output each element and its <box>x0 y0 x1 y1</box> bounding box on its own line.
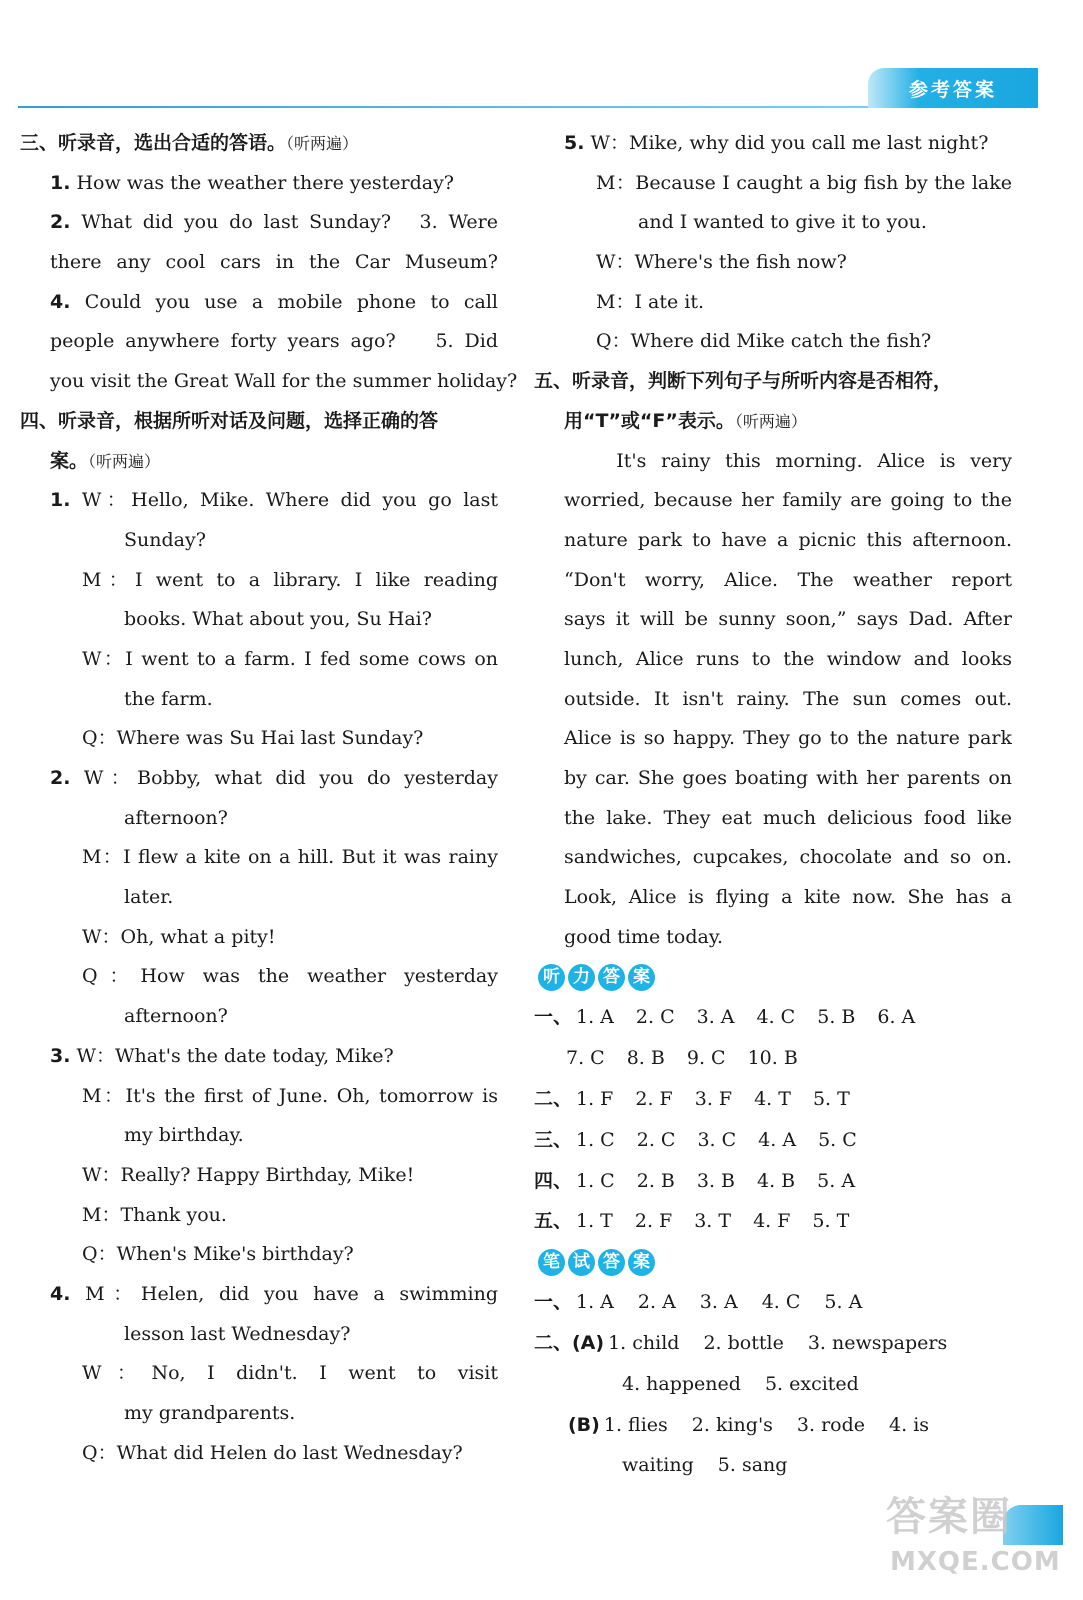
answer-cell: waiting <box>622 1454 694 1477</box>
text-line <box>534 283 1012 323</box>
answer-row <box>534 1038 1012 1079</box>
line-text: by car. She goes boating with her parents on <box>564 767 1012 789</box>
badge-char: 笔 <box>538 1249 565 1276</box>
answer-cell: 2. F <box>635 1088 673 1111</box>
heading-text: 三、听录音，选出合适的答语。 <box>20 132 287 154</box>
text-line <box>20 1196 498 1236</box>
text-line <box>20 1116 498 1156</box>
answer-prefix: 二、(A) <box>534 1332 605 1355</box>
line-text: It's rainy this morning. Alice is very <box>574 449 1012 472</box>
answer-cell: 5. sang <box>717 1454 788 1477</box>
text-line <box>20 1434 498 1474</box>
answer-cell: 1. T <box>576 1210 613 1233</box>
answer-cell: 3. F <box>694 1088 733 1111</box>
line-text: W：Mike, why did you call me last night? <box>584 132 989 154</box>
text-line <box>534 124 1012 164</box>
text-line <box>534 759 1012 799</box>
text-line <box>534 719 1012 759</box>
text-line <box>534 918 1012 958</box>
text-line <box>20 362 518 402</box>
text-line <box>534 600 1012 640</box>
line-text: you visit the Great Wall for the summer holiday? <box>50 370 518 393</box>
text-line <box>534 442 1012 482</box>
text-line <box>20 561 498 601</box>
answer-prefix: 四、 <box>534 1169 573 1192</box>
item-number: 4. <box>50 1282 71 1305</box>
item-number: 3. <box>50 1044 71 1067</box>
item-number: 2. <box>50 767 71 789</box>
heading-text: 五、听录音，判断下列句子与所听内容是否相符， <box>534 370 953 393</box>
text-line <box>20 322 498 362</box>
line-text: Q：When's Mike's birthday? <box>82 1243 354 1266</box>
watermark-url: MXQE.COM <box>890 1547 1061 1577</box>
answer-row <box>534 1364 1012 1405</box>
answer-row <box>534 1201 1012 1242</box>
answer-prefix: 一、 <box>534 1291 573 1314</box>
text-line <box>20 1037 498 1077</box>
answer-row <box>534 1161 1012 1202</box>
answer-cell: 5. A <box>824 1291 863 1314</box>
text-line <box>534 561 1012 601</box>
line-text: says it will be sunny soon,” says Dad. After <box>564 608 1012 631</box>
answer-cell: 3. T <box>694 1210 732 1233</box>
heading-text: 用“T”或“F”表示。 <box>564 409 735 432</box>
text-line <box>534 680 1012 720</box>
line-text: later. <box>124 886 174 909</box>
item-number: 1. <box>50 489 71 512</box>
answer-cell: 4. C <box>756 1006 796 1029</box>
answer-cell: 1. flies <box>603 1413 668 1436</box>
answer-prefix: (B) <box>568 1413 600 1436</box>
line-text: M：It's the first of June. Oh, tomorrow is <box>82 1084 498 1107</box>
badge-char: 案 <box>628 1249 655 1276</box>
text-line <box>534 481 1012 521</box>
watermark-logo: 答案圈 <box>886 1494 1012 1540</box>
answer-cell: 1. child <box>608 1332 680 1355</box>
line-text: Q：How was the weather yesterday <box>82 965 498 988</box>
line-text: there any cool cars in the Car Museum? <box>50 251 498 274</box>
listening-answers <box>534 997 1012 1242</box>
text-line <box>20 481 498 521</box>
answer-row <box>534 1445 1012 1486</box>
answer-cell: 5. C <box>818 1128 857 1151</box>
line-text: W：I went to a farm. I fed some cows on <box>82 647 498 670</box>
section-tab <box>868 68 1038 108</box>
answer-row <box>534 1405 1012 1446</box>
answer-cell: 1. F <box>576 1088 614 1111</box>
text-line <box>20 838 498 878</box>
text-line <box>20 957 498 997</box>
answer-cell: 3. newspapers <box>807 1332 948 1355</box>
header-rule <box>18 106 898 108</box>
text-line <box>534 203 1012 243</box>
answer-cell: 4. is <box>889 1413 930 1436</box>
text-line <box>20 918 498 958</box>
line-text: worried, because her family are going to the <box>564 489 1012 512</box>
listening-answers-badge <box>538 962 655 992</box>
answer-cell: 1. A <box>576 1006 614 1029</box>
answer-cell: 4. F <box>753 1210 791 1233</box>
text-line <box>20 1077 498 1117</box>
text-line <box>20 719 498 759</box>
answer-prefix: 一、 <box>534 1006 573 1029</box>
heading-text: 案。 <box>50 449 89 472</box>
answer-cell: 4. C <box>761 1291 801 1314</box>
heading-text: 四、听录音，根据所听对话及问题，选择正确的答 <box>20 409 439 432</box>
line-text: lesson last Wednesday? <box>124 1322 351 1345</box>
answer-cell: 6. A <box>877 1006 916 1029</box>
badge-char: 试 <box>568 1249 595 1276</box>
line-text: W：What's the date today, Mike? <box>70 1044 394 1067</box>
answer-cell: 3. A <box>699 1291 738 1314</box>
text-line <box>20 878 498 918</box>
line-text: W：Oh, what a pity! <box>82 925 276 948</box>
line-text: the lake. They eat much delicious food like <box>564 806 1012 829</box>
badge-char: 案 <box>628 964 655 991</box>
answer-cell: 7. C <box>566 1047 605 1070</box>
line-text: W：Bobby, what did you do yesterday <box>70 767 498 789</box>
line-text: W：Where's the fish now? <box>596 251 847 274</box>
answer-prefix: 三、 <box>534 1128 573 1151</box>
answer-cell: 3. C <box>697 1128 737 1151</box>
answer-row <box>534 1282 1012 1323</box>
answer-row <box>534 1120 1012 1161</box>
line-text: W：Really? Happy Birthday, Mike! <box>82 1163 415 1186</box>
badge-char: 听 <box>538 964 565 991</box>
section-heading <box>534 362 1012 402</box>
answer-prefix: 五、 <box>534 1210 573 1233</box>
text-line <box>20 1354 498 1394</box>
line-text: M：Thank you. <box>82 1203 227 1226</box>
text-line <box>534 878 1012 918</box>
section-heading <box>20 442 498 482</box>
line-text: good time today. <box>564 925 724 948</box>
line-text: afternoon? <box>124 806 228 829</box>
section-heading <box>20 124 498 164</box>
text-line <box>20 1394 498 1434</box>
line-text: What did you do last Sunday? 3. Were <box>70 211 498 234</box>
text-line <box>20 1156 498 1196</box>
section-heading <box>20 402 498 442</box>
answer-cell: 2. bottle <box>703 1332 784 1355</box>
text-line <box>20 640 498 680</box>
line-text: my birthday. <box>124 1124 244 1147</box>
line-text: the farm. <box>124 687 213 710</box>
section-tab-label: 参考答案 <box>908 78 997 101</box>
text-line <box>534 243 1012 283</box>
text-line <box>20 1315 498 1355</box>
line-text: lunch, Alice runs to the window and looks <box>564 647 1012 670</box>
answer-cell: 4. A <box>758 1128 797 1151</box>
badge-char: 力 <box>568 964 595 991</box>
badge-char: 答 <box>598 1249 625 1276</box>
line-text: my grandparents. <box>124 1402 296 1424</box>
answer-row <box>534 1079 1012 1120</box>
text-line <box>20 164 498 204</box>
text-line <box>20 680 498 720</box>
heading-note: （听两遍） <box>286 134 359 153</box>
line-text: Look, Alice is flying a kite now. She has a <box>564 886 1012 909</box>
line-text: “Don't worry, Alice. The weather report <box>564 568 1012 591</box>
right-text <box>534 124 1012 957</box>
answer-cell: 2. F <box>634 1210 673 1233</box>
text-line <box>20 600 498 640</box>
answer-prefix: 二、 <box>534 1088 573 1111</box>
answer-cell: 9. C <box>686 1047 726 1070</box>
written-answers <box>534 1282 1012 1486</box>
answer-cell: 5. A <box>817 1169 856 1192</box>
answer-cell: 4. T <box>754 1088 791 1111</box>
line-text: outside. It isn't rainy. The sun comes out. <box>564 687 1012 710</box>
answer-cell: 3. A <box>696 1006 735 1029</box>
badge-char: 答 <box>598 964 625 991</box>
line-text: Alice is so happy. They go to the nature park <box>564 727 1012 750</box>
answer-row <box>534 1323 1012 1364</box>
line-text: M：I flew a kite on a hill. But it was rainy <box>82 846 498 869</box>
text-line <box>20 203 498 243</box>
text-line <box>20 1235 498 1275</box>
line-text: W：No, I didn't. I went to visit <box>82 1362 498 1385</box>
answer-cell: 4. happened <box>622 1372 741 1395</box>
section-heading <box>534 402 1012 442</box>
answer-row <box>534 997 1012 1038</box>
text-line <box>534 838 1012 878</box>
text-line <box>20 799 498 839</box>
line-text: Q：Where was Su Hai last Sunday? <box>82 727 424 750</box>
answer-cell: 2. A <box>637 1291 676 1314</box>
answer-cell: 5. T <box>812 1210 850 1233</box>
text-line <box>20 521 498 561</box>
text-line <box>20 243 498 283</box>
line-text: books. What about you, Su Hai? <box>124 608 432 631</box>
answer-cell: 8. B <box>626 1047 665 1070</box>
text-line <box>534 164 1012 204</box>
left-column <box>20 124 518 1473</box>
item-number: 5. <box>564 132 585 154</box>
answer-cell: 3. rode <box>796 1413 866 1436</box>
line-text: W：Hello, Mike. Where did you go last <box>70 489 498 512</box>
text-line <box>20 997 498 1037</box>
item-number: 2. <box>50 211 71 234</box>
answer-cell: 2. C <box>636 1128 676 1151</box>
line-text: Sunday? <box>124 528 206 551</box>
watermark <box>880 1485 1070 1595</box>
answer-cell: 5. B <box>817 1006 856 1029</box>
text-line <box>534 799 1012 839</box>
line-text: How was the weather there yesterday? <box>70 171 454 194</box>
line-text: afternoon? <box>124 1005 228 1028</box>
answer-cell: 5. T <box>812 1088 850 1111</box>
line-text: and I wanted to give it to you. <box>638 211 927 234</box>
answer-cell: 2. C <box>635 1006 675 1029</box>
item-number: 4. <box>50 290 71 313</box>
answer-cell: 2. king's <box>691 1413 773 1436</box>
line-text: Could you use a mobile phone to call <box>70 290 498 313</box>
item-number: 1. <box>50 171 71 194</box>
answer-cell: 10. B <box>747 1047 798 1070</box>
line-text: M：I ate it. <box>596 290 704 313</box>
line-text: M：I went to a library. I like reading <box>82 568 498 591</box>
line-text: Q：Where did Mike catch the fish? <box>596 330 932 353</box>
line-text: M：Because I caught a big fish by the lake <box>596 171 1012 194</box>
text-line <box>20 759 498 799</box>
text-line <box>20 283 498 323</box>
answer-cell: 1. C <box>576 1128 615 1151</box>
text-line <box>534 521 1012 561</box>
line-text: nature park to have a picnic this afternoon. <box>564 528 1012 551</box>
text-line <box>20 1275 498 1315</box>
right-column <box>534 124 1012 1486</box>
text-line <box>534 322 1012 362</box>
answer-cell: 1. A <box>576 1291 614 1314</box>
answer-cell: 1. C <box>576 1169 615 1192</box>
line-text: people anywhere forty years ago? 5. Did <box>50 330 498 353</box>
heading-note: （听两遍） <box>88 451 161 471</box>
line-text: Q：What did Helen do last Wednesday? <box>82 1441 463 1464</box>
line-text: M：Helen, did you have a swimming <box>70 1282 498 1305</box>
answer-cell: 3. B <box>696 1169 736 1192</box>
written-answers-badge <box>538 1247 655 1277</box>
answer-cell: 4. B <box>757 1169 796 1192</box>
line-text: sandwiches, cupcakes, chocolate and so on. <box>564 846 1012 869</box>
answer-cell: 5. excited <box>764 1372 859 1395</box>
text-line <box>534 640 1012 680</box>
answer-cell: 2. B <box>636 1169 675 1192</box>
heading-note: （听两遍） <box>734 411 807 431</box>
